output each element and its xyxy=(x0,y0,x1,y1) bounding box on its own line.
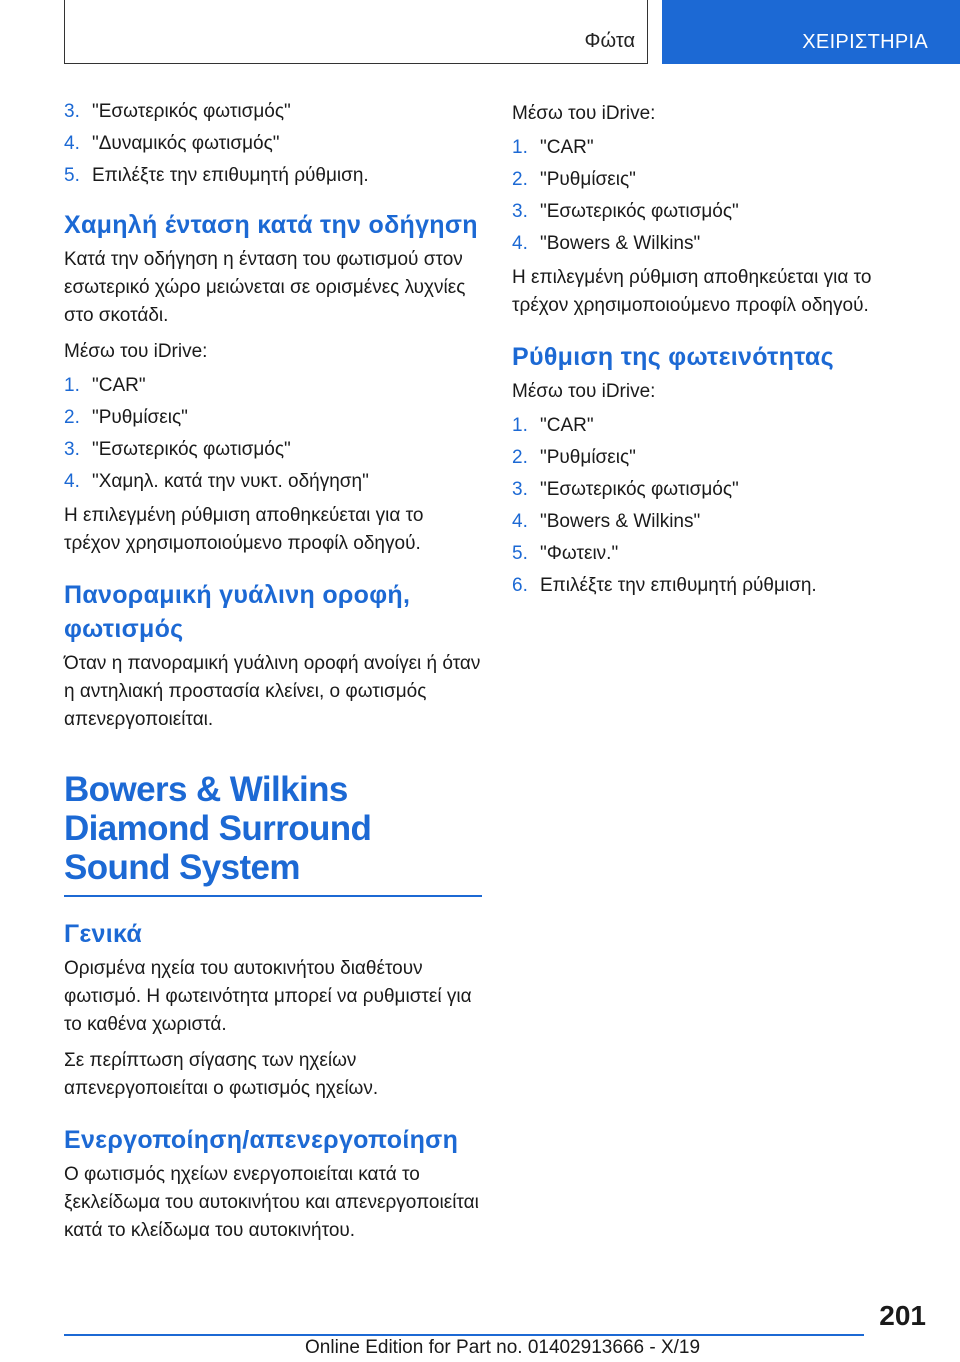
heading-brightness: Ρύθμιση της φωτεινότητας xyxy=(512,343,834,371)
heading-panorama-roof: Πανοραμική γυάλινη οροφή, φωτισμός xyxy=(64,581,411,643)
step-item xyxy=(512,542,916,566)
speaker-steps xyxy=(512,136,916,256)
header-section-box xyxy=(64,0,648,64)
step-text: "Ρυθμίσεις" xyxy=(540,169,636,190)
step-item xyxy=(512,414,916,438)
night-dimming-via: Μέσω του iDrive: xyxy=(64,341,208,362)
intro-steps xyxy=(64,100,482,188)
heading-bowers-wilkins: Bowers & Wilkins Diamond Surround Sound System xyxy=(64,770,372,887)
step-number: 3. xyxy=(512,479,528,500)
step-number: 4. xyxy=(512,233,528,254)
step-text: "Φωτειν." xyxy=(540,543,619,564)
brightness-steps xyxy=(512,414,916,598)
step-text: "CAR" xyxy=(92,375,146,396)
step-number: 3. xyxy=(64,439,80,460)
night-dimming-steps xyxy=(64,374,482,494)
step-item xyxy=(64,470,482,494)
step-text: "Εσωτερικός φωτισμός" xyxy=(540,479,739,500)
heading-night-dimming: Χαμηλή ένταση κατά την οδήγηση xyxy=(64,211,478,239)
step-item xyxy=(64,100,482,124)
step-item xyxy=(512,574,916,598)
heading-on-off: Ενεργοποίηση/απενεργοποίηση xyxy=(64,1126,459,1154)
step-item xyxy=(64,438,482,462)
step-item xyxy=(512,232,916,256)
step-number: 1. xyxy=(512,415,528,436)
step-text: "Εσωτερικός φωτισμός" xyxy=(540,201,739,222)
step-number: 4. xyxy=(512,511,528,532)
step-number: 2. xyxy=(64,407,80,428)
night-dimming-body: Κατά την οδήγηση η ένταση του φωτισμού στον εσωτερικό χώρο μειώνεται σε ορισμένες λυχνίες στο σκοτάδι. xyxy=(64,249,466,326)
on-off-body: Ο φωτισμός ηχείων ενεργοποιείται κατά το ξεκλείδωμα του αυτοκινήτου και απενεργοποιείται κατά το κλείδωμα του αυτοκινήτου. xyxy=(64,1164,479,1241)
header-section-label: Φώτα xyxy=(584,30,635,52)
speaker-note: Η επιλεγμένη ρύθμιση αποθηκεύεται για το τρέχον χρησιμοποιούμενο προφίλ οδηγού. xyxy=(512,267,872,316)
header-chapter-label: ΧΕΙΡΙΣΤΗΡΙΑ xyxy=(802,31,928,53)
footer-rule xyxy=(64,1334,864,1336)
step-text: "Bowers & Wilkins" xyxy=(540,511,701,532)
step-text: "Χαμηλ. κατά την νυκτ. οδήγηση" xyxy=(92,471,369,492)
general-body-1: Ορισμένα ηχεία του αυτοκινήτου διαθέτουν φωτισμό. Η φωτεινότητα μπορεί να ρυθμιστεί για το καθένα χωριστά. xyxy=(64,958,472,1035)
night-dimming-note: Η επιλεγμένη ρύθμιση αποθηκεύεται για το τρέχον χρησιμοποιούμενο προφίλ οδηγού. xyxy=(64,505,424,554)
step-number: 2. xyxy=(512,169,528,190)
step-number: 5. xyxy=(64,165,80,186)
step-text: "Ρυθμίσεις" xyxy=(92,407,188,428)
brightness-via: Μέσω του iDrive: xyxy=(512,381,656,402)
step-item xyxy=(64,132,482,156)
speaker-via: Μέσω του iDrive: xyxy=(512,103,656,124)
step-text: "Εσωτερικός φωτισμός" xyxy=(92,101,291,122)
step-item xyxy=(512,510,916,534)
footer-edition: Online Edition for Part no. 01402913666 - X/19 xyxy=(305,1337,701,1358)
step-text: "Bowers & Wilkins" xyxy=(540,233,701,254)
step-text: Επιλέξτε την επιθυμητή ρύθμιση. xyxy=(540,575,817,596)
step-item xyxy=(512,446,916,470)
step-number: 3. xyxy=(512,201,528,222)
step-number: 6. xyxy=(512,575,528,596)
step-text: "CAR" xyxy=(540,137,594,158)
heading-general: Γενικά xyxy=(64,920,143,948)
step-number: 4. xyxy=(64,133,80,154)
step-item xyxy=(64,374,482,398)
step-text: "Ρυθμίσεις" xyxy=(540,447,636,468)
step-number: 5. xyxy=(512,543,528,564)
heading-rule xyxy=(64,895,482,897)
right-column xyxy=(512,100,916,606)
general-body-2: Σε περίπτωση σίγασης των ηχείων απενεργοποιείται ο φωτισμός ηχείων. xyxy=(64,1050,379,1099)
step-item xyxy=(512,136,916,160)
step-item xyxy=(512,200,916,224)
step-item xyxy=(512,478,916,502)
step-item xyxy=(512,168,916,192)
step-number: 3. xyxy=(64,101,80,122)
panorama-roof-body: Όταν η πανοραμική γυάλινη οροφή ανοίγει ή όταν η αντηλιακή προστασία κλείνει, ο φωτισμός απενεργοποιείται. xyxy=(64,653,481,730)
step-text: Επιλέξτε την επιθυμητή ρύθμιση. xyxy=(92,165,369,186)
left-column xyxy=(64,100,482,1253)
step-number: 1. xyxy=(512,137,528,158)
step-text: "CAR" xyxy=(540,415,594,436)
step-text: "Δυναμικός φωτισμός" xyxy=(92,133,280,154)
step-number: 4. xyxy=(64,471,80,492)
step-text: "Εσωτερικός φωτισμός" xyxy=(92,439,291,460)
step-number: 2. xyxy=(512,447,528,468)
page-number: 201 xyxy=(879,1300,926,1331)
step-item xyxy=(64,164,482,188)
step-number: 1. xyxy=(64,375,80,396)
header-chapter-tab xyxy=(662,0,960,64)
step-item xyxy=(64,406,482,430)
